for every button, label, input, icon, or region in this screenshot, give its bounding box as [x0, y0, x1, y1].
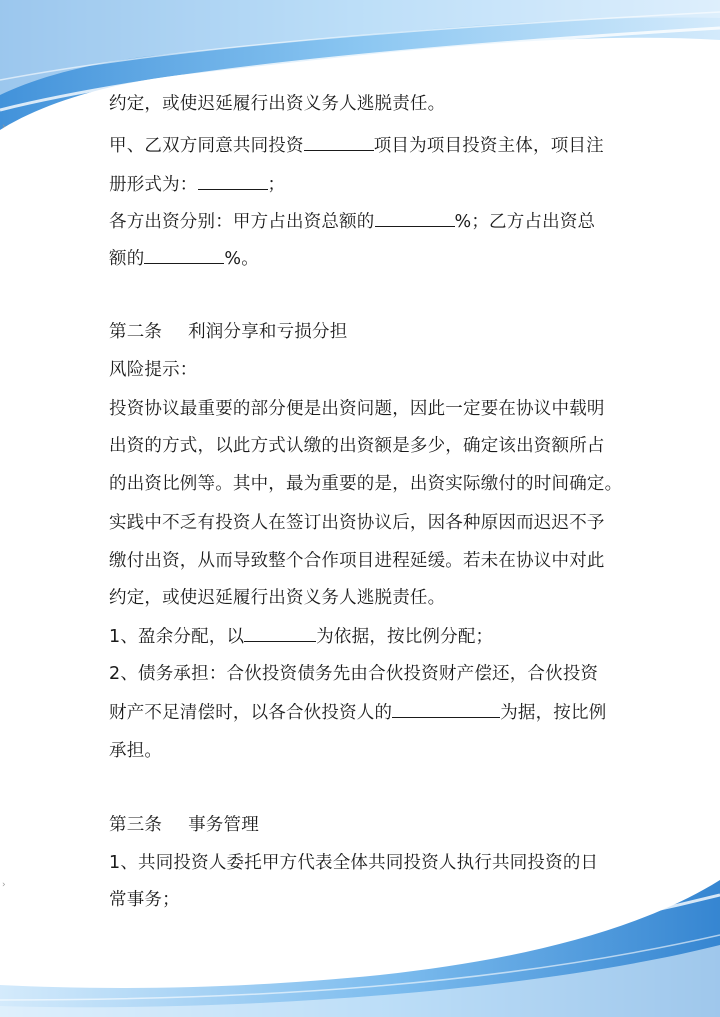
paragraph-line: 约定，或使迟延履行出资义务人逃脱责任。	[109, 588, 446, 608]
paragraph-line: 缴付出资，从而导致整个合作项目进程延缓。若未在协议中对此	[109, 551, 605, 571]
paragraph-line: 出资的方式，以此方式认缴的出资额是多少，确定该出资额所占	[109, 436, 605, 456]
paragraph-line: 投资协议最重要的部分便是出资问题，因此一定要在协议中载明	[109, 399, 605, 419]
paragraph-line: 约定，或使迟延履行出资义务人逃脱责任。	[109, 94, 446, 114]
article-3-heading: 第三条 事务管理	[109, 815, 259, 835]
paragraph-line: 常事务；	[109, 890, 180, 910]
fill-in-blank	[144, 246, 224, 264]
list-item: 1、盈余分配，以 为依据，按比例分配；	[109, 624, 493, 649]
paragraph-line: 册形式为： ；	[109, 172, 285, 197]
margin-marker: ›	[2, 122, 6, 132]
paragraph-line: 财产不足清偿时，以各合伙投资人的 为据，按比例	[109, 700, 606, 725]
paragraph-line: 甲、乙双方同意共同投资 项目为项目投资主体，项目注	[109, 133, 604, 158]
fill-in-blank	[244, 624, 316, 642]
fill-in-blank	[198, 172, 268, 190]
paragraph-line: 承担。	[109, 741, 163, 761]
paragraph-line: 的出资比例等。其中，最为重要的是，出资实际缴付的时间确定。	[109, 474, 623, 494]
paragraph-line: 各方出资分别：甲方占出资总额的 %；乙方占出资总	[109, 209, 595, 234]
article-2-heading: 第二条 利润分享和亏损分担	[109, 322, 348, 342]
paragraph-line: 额的 %。	[109, 246, 259, 271]
paragraph-line: 实践中不乏有投资人在签订出资协议后，因各种原因而迟迟不予	[109, 513, 605, 533]
fill-in-blank	[392, 700, 500, 718]
margin-marker: ›	[2, 880, 6, 890]
list-item: 2、债务承担：合伙投资债务先由合伙投资财产偿还，合伙投资	[109, 664, 599, 684]
fill-in-blank	[304, 133, 374, 151]
list-item: 1、共同投资人委托甲方代表全体共同投资人执行共同投资的日	[109, 853, 599, 873]
risk-label: 风险提示：	[109, 360, 198, 380]
fill-in-blank	[375, 209, 455, 227]
